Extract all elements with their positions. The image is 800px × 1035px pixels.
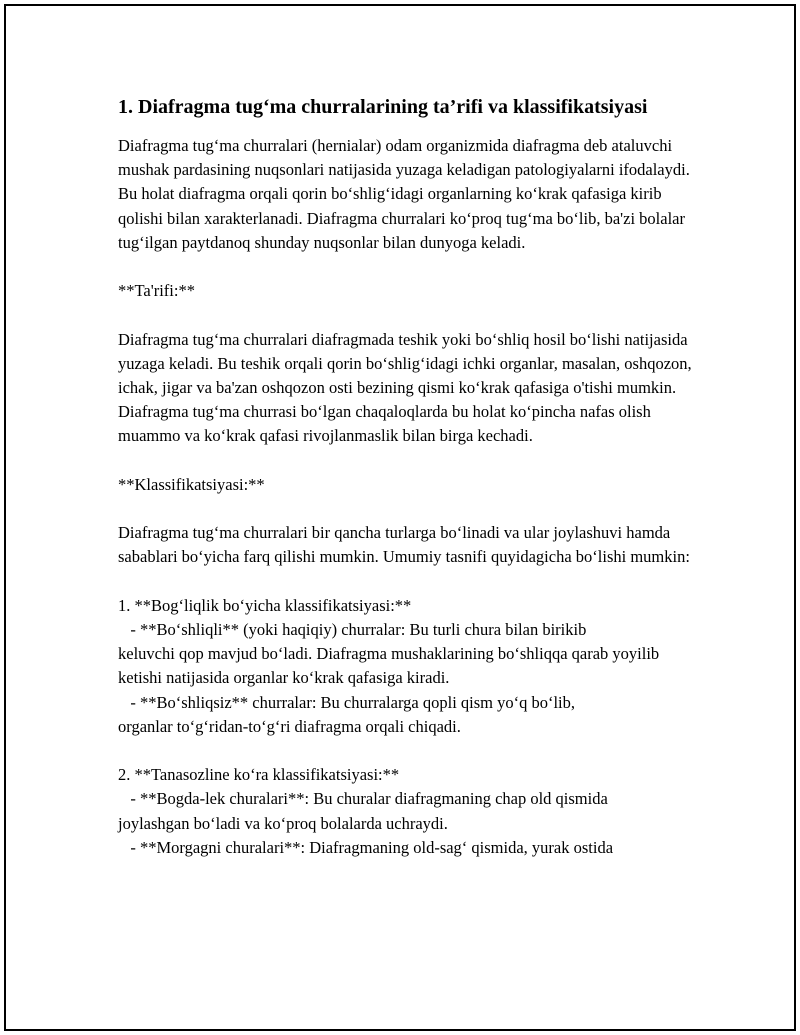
section-heading: 1. Diafragma tug‘ma churralarining ta’rifi va klassifikatsiyasi (118, 96, 648, 118)
list-item: - **Bogda-lek churalari**: Bu churalar diafragmaning chap old qismida (118, 789, 608, 809)
document-body (118, 92, 698, 860)
paragraph-gap (118, 255, 698, 279)
list-title: 1. **Bog‘liqlik bo‘yicha klassifikatsiyasi:** (118, 595, 412, 615)
classification-label: **Klassifikatsiyasi:** (118, 474, 265, 494)
list-title: 2. **Tanasozline ko‘ra klassifikatsiyasi:** (118, 765, 400, 785)
definition-paragraph: Diafragma tug‘ma churralari diafragmada teshik yoki bo‘shliq hosil bo‘lishi natijasida yuzaga keladi. Bu teshik orqali qorin bo‘shlig‘idagi ichki organlar, masalan, oshqozon, ichak, jigar va ba'zan oshqozon osti bezining qismi ko‘krak qafasiga o'tishi mumkin. Diafragma tug‘ma churrasi bo‘lgan chaqaloqlarda bu holat ko‘pincha nafas olish muammo va ko‘krak qafasi rivojlanmaslik bilan birga kechadi. (118, 329, 692, 446)
definition-label: **Ta'rifi:** (118, 281, 195, 301)
paragraph-gap (118, 570, 698, 594)
paragraph-gap (118, 739, 698, 763)
classification-paragraph: Diafragma tug‘ma churralari bir qancha turlarga bo‘linadi va ular joylashuvi hamda sabablari bo‘yicha farq qilishi mumkin. Umumiy tasnifi quyidagicha bo‘lishi mumkin: (118, 523, 690, 567)
paragraph-gap (118, 449, 698, 473)
list-item: - **Bo‘shliqli** (yoki haqiqiy) churralar: Bu turli chura bilan birikib (118, 619, 587, 639)
list-item-continuation: keluvchi qop mavjud bo‘ladi. Diafragma mushaklarining bo‘shliqqa qarab yoyilib ketishi natijasida organlar ko‘krak qafasiga kiradi. (118, 644, 660, 688)
classification-list-1 (118, 594, 698, 739)
paragraph-gap (118, 497, 698, 521)
list-item-continuation: joylashgan bo‘ladi va ko‘proq bolalarda uchraydi. (118, 813, 448, 833)
intro-paragraph: Diafragma tug‘ma churralari (hernialar) odam organizmida diafragma deb ataluvchi mushak pardasining nuqsonlari natijasida yuzaga keladigan patologiyalarni ifodalaydi. Bu holat diafragma orqali qorin bo‘shlig‘idagi organlarning ko‘krak qafasiga kirib qolishi bilan xarakterlanadi. Diafragma churralari ko‘proq tug‘ma bo‘lib, ba'zi bolalar tug‘ilgan paytdanoq shunday nuqsonlar bilan dunyoga keladi. (118, 136, 690, 252)
classification-list-2 (118, 763, 698, 860)
list-item: - **Bo‘shliqsiz** churralar: Bu churralarga qopli qism yo‘q bo‘lib, (118, 692, 576, 712)
paragraph-gap (118, 303, 698, 327)
list-item-continuation: organlar to‘g‘ridan-to‘g‘ri diafragma orqali chiqadi. (118, 716, 461, 736)
list-item: - **Morgagni churalari**: Diafragmaning old-sag‘ qismida, yurak ostida (118, 837, 614, 857)
